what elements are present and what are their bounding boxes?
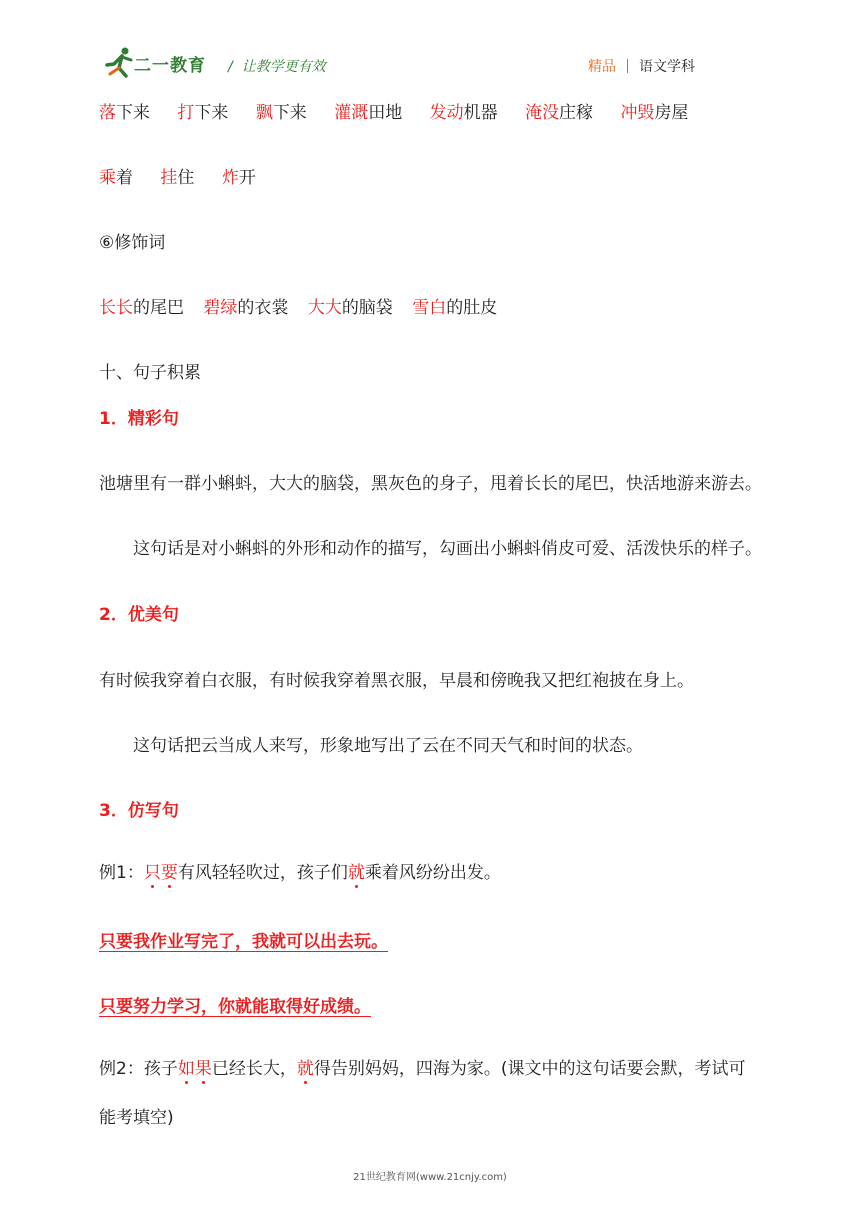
word-pair: 发动机器 bbox=[429, 103, 498, 123]
sentence-clouds: 有时候我穿着白衣服，有时候我穿着黑衣服，早晨和傍晚我又把红袍披在身上。 bbox=[99, 671, 694, 691]
imitation-answer-2: 只要努力学习，你就能取得好成绩。 bbox=[99, 997, 371, 1017]
tag-divider bbox=[627, 59, 628, 73]
word-pair: 长长的尾巴 bbox=[99, 298, 184, 318]
word-pair: 炸开 bbox=[221, 168, 256, 188]
word-pair: 打下来 bbox=[177, 103, 229, 123]
sentence-comment-1: 这句话是对小蝌蚪的外形和动作的描写，勾画出小蝌蚪俏皮可爱、活泼快乐的样子。 bbox=[133, 539, 762, 559]
word-line-verbs-2 bbox=[99, 166, 256, 190]
section-heading-sentences: 十、句子积累 bbox=[99, 363, 201, 383]
word-pair: 冲毁房屋 bbox=[620, 103, 689, 123]
example-2: 例2：孩子如果已经长大，就得告别妈妈，四海为家。(课文中的这句话要会默，考试可 bbox=[99, 1059, 746, 1079]
word-pair: 挂住 bbox=[160, 168, 195, 188]
word-pair: 雪白的肚皮 bbox=[412, 298, 498, 318]
imitation-answer-1: 只要我作业写完了，我就可以出去玩。 bbox=[99, 932, 388, 952]
word-pair: 淹没庄稼 bbox=[525, 103, 594, 123]
slogan-text: 让教学更有效 bbox=[241, 59, 326, 75]
subheading-beautiful: 2．优美句 bbox=[99, 605, 179, 625]
logo bbox=[104, 46, 216, 82]
page-header bbox=[0, 0, 860, 90]
word-pair: 大大的脑袋 bbox=[307, 298, 393, 318]
word-pair: 落下来 bbox=[99, 103, 150, 123]
word-pair: 乘着 bbox=[99, 168, 133, 188]
word-pair: 灌溉田地 bbox=[334, 103, 403, 123]
section-modifiers-heading: ⑥修饰词 bbox=[99, 233, 166, 253]
keyword-zhiyao: 只要 bbox=[143, 863, 178, 883]
sentence-tadpoles: 池塘里有一群小蝌蚪，大大的脑袋，黑灰色的身子，甩着长长的尾巴，快活地游来游去。 bbox=[99, 474, 762, 494]
word-pair: 碧绿的衣裳 bbox=[203, 298, 289, 318]
subheading-imitation: 3．仿写句 bbox=[99, 801, 179, 821]
word-line-verbs bbox=[99, 101, 688, 125]
example-1: 例1：只要有风轻轻吹过，孩子们就乘着风纷纷出发。 bbox=[99, 863, 501, 883]
tag-subject: 语文学科 bbox=[639, 59, 695, 75]
keyword-jiu-2: 就 bbox=[296, 1059, 314, 1079]
tag-quality: 精品 bbox=[588, 59, 616, 75]
header-slogan: / 让教学更有效 bbox=[228, 59, 326, 75]
header-tags bbox=[588, 56, 695, 76]
sentence-comment-2: 这句话把云当成人来写，形象地写出了云在不同天气和时间的状态。 bbox=[133, 736, 643, 756]
page-footer: 21世纪教育网(www.21cnjy.com) bbox=[353, 1172, 507, 1183]
logo-text: 二一教育 bbox=[134, 56, 206, 76]
example-2-continued: 能考填空) bbox=[99, 1108, 174, 1128]
runner-logo-icon bbox=[104, 46, 136, 80]
keyword-jiu: 就 bbox=[347, 863, 365, 883]
keyword-ruguo: 如果 bbox=[177, 1059, 212, 1079]
subheading-wonderful: 1．精彩句 bbox=[99, 409, 179, 429]
word-pair: 飘下来 bbox=[255, 103, 307, 123]
word-line-modifiers bbox=[99, 296, 497, 320]
